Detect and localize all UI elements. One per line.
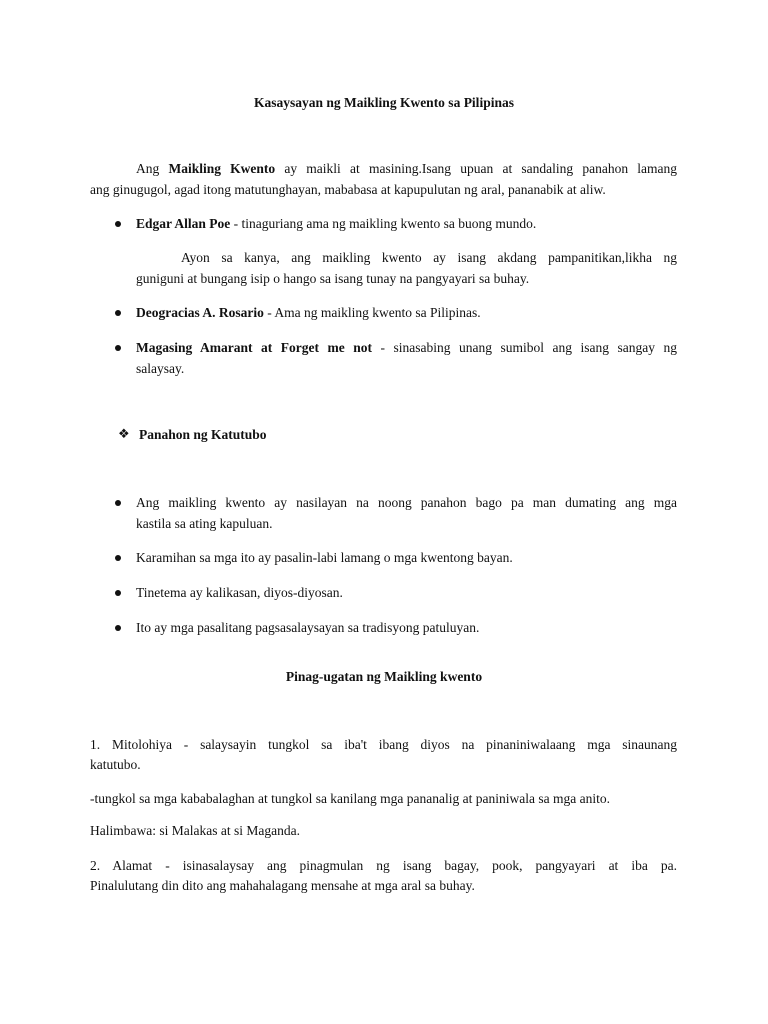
- person-poe: [136, 215, 536, 233]
- bullet-icon: [115, 221, 121, 227]
- person-rosario-name: Deogracias A. Rosario: [136, 305, 264, 320]
- person-poe-sep: -: [230, 216, 242, 231]
- bullet-icon: [115, 310, 121, 316]
- bullet-icon: [115, 590, 121, 596]
- person-rosario-sep: -: [263, 305, 275, 320]
- intro-lead: Ang: [136, 161, 169, 176]
- katutubo-item-1-line-1: Ang maikling kwento ay nasilayan na noong panahon bago pa man dumating ang mga: [136, 495, 677, 510]
- bullet-icon: [115, 500, 121, 506]
- bullet-icon: [115, 555, 121, 561]
- alamat-line-2: Pinalulutang din dito ang mahahalagang mensahe at mga aral sa buhay.: [90, 878, 475, 893]
- bullet-icon: [115, 345, 121, 351]
- halimbawa-line: Halimbawa: si Malakas at si Maganda.: [90, 823, 300, 838]
- person-rosario: [136, 304, 481, 322]
- person-poe-name: Edgar Allan Poe: [136, 216, 231, 231]
- katutubo-item-1-line-2: kastila sa ating kapuluan.: [136, 516, 273, 531]
- alamat-line-1: 2. Alamat - isinasalaysay ang pinagmulan ng isang bagay, pook, pangyayari at iba pa.: [90, 858, 677, 873]
- person-magasin-line-1: [136, 339, 677, 357]
- person-magasin-sep: -: [372, 340, 394, 355]
- person-magasin-desc: sinasabing unang sumibol ang isang sangay ng: [393, 340, 678, 355]
- intro-line1-rest: ay maikli at masining.Isang upuan at sandaling panahon lamang: [275, 161, 677, 176]
- person-rosario-desc: Ama ng maikling kwento sa Pilipinas.: [274, 305, 481, 320]
- katutubo-item-4: Ito ay mga pasalitang pagsasalaysayan sa tradisyong patuluyan.: [136, 620, 480, 635]
- bullet-icon: [115, 625, 121, 631]
- poe-note-line-2: guniguni at bungang isip o hango sa isang tunay na pangyayari sa buhay.: [136, 271, 530, 286]
- katutubo-item-3: Tinetema ay kalikasan, diyos-diyosan.: [136, 585, 343, 600]
- poe-note-line-1: Ayon sa kanya, ang maikling kwento ay isang akdang pampanitikan,likha ng: [181, 250, 677, 265]
- mitolohiya-line-1: 1. Mitolohiya - salaysayin tungkol sa iba't ibang diyos na pinaniniwalaang mga sinaunang: [90, 737, 677, 752]
- mitolohiya-note: -tungkol sa mga kababalaghan at tungkol sa kanilang mga pananalig at paniniwala sa mga anito.: [90, 791, 610, 806]
- person-poe-desc: tinaguriang ama ng maikling kwento sa buong mundo.: [241, 216, 537, 231]
- section-heading-pinag-ugatan: Pinag-ugatan ng Maikling kwento: [285, 669, 483, 684]
- intro-term: Maikling Kwento: [168, 161, 276, 176]
- mitolohiya-line-2: katutubo.: [90, 757, 141, 772]
- diamond-bullet-icon: ❖: [118, 427, 130, 442]
- person-magasin-line-2: salaysay.: [136, 361, 185, 376]
- katutubo-item-2: Karamihan sa mga ito ay pasalin-labi lamang o mga kwentong bayan.: [136, 550, 513, 565]
- document-title: Kasaysayan ng Maikling Kwento sa Pilipinas: [254, 95, 514, 110]
- intro-line-1: [136, 160, 677, 178]
- section-heading-katutubo: Panahon ng Katutubo: [139, 427, 267, 442]
- person-magasin-name: Magasing Amarant at Forget me not: [136, 340, 372, 355]
- intro-line-2: ang ginugugol, agad itong matutunghayan, mababasa at kapupulutan ng aral, pananabik at aliw.: [90, 182, 606, 197]
